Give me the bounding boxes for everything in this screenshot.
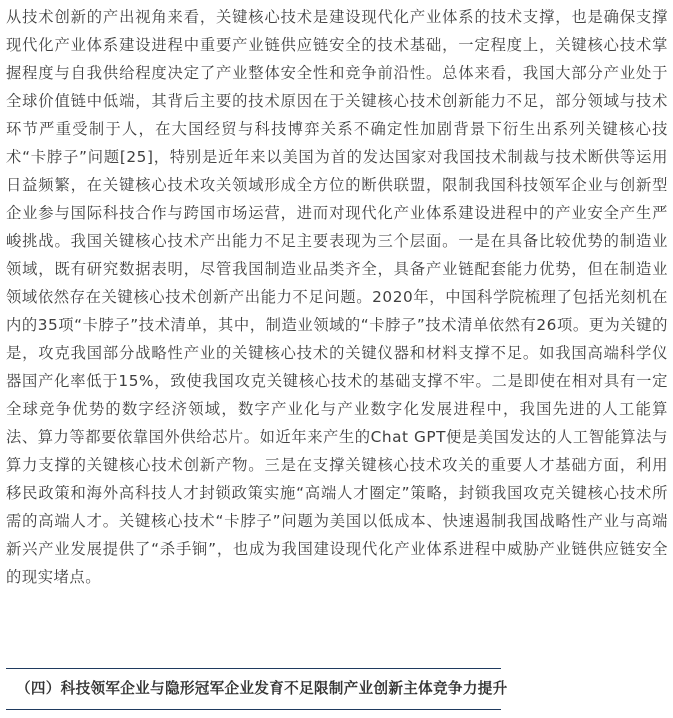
section-heading bbox=[6, 668, 508, 710]
body-paragraph: 从技术创新的产出视角来看，关键核心技术是建设现代化产业体系的技术支撑，也是确保支撑现代化产业体系建设进程中重要产业链供应链安全的技术基础，一定程度上，关键核心技术掌握程度与自我供给程度决定了产业整体安全性和竞争前沿性。总体来看，我国大部分产业处于全球价值链中低端，其背后主要的技术原因在于关键核心技术创新能力不足，部分领域与技术环节严重受制于人，在大国经贸与科技博弈关系不确定性加剧背景下衍生出系列关键核心技术“卡脖子”问题[25]，特别是近年来以美国为首的发达国家对我国技术制裁与技术断供等运用日益频繁，在关键核心技术攻关领域形成全方位的断供联盟，限制我国科技领军企业与创新型企业参与国际科技合作与跨国市场运营，进而对现代化产业体系建设进程中的产业安全产生严峻挑战。我国关键核心技术产出能力不足主要表现为三个层面。一是在具备比较优势的制造业领域，既有研究数据表明，尽管我国制造业品类齐全，具备产业链配套能力优势，但在制造业领域依然存在关键核心技术创新产出能力不足问题。2020年，中国科学院梳理了包括光刻机在内的35项“卡脖子”技术清单，其中，制造业领域的“卡脖子”技术清单依然有26项。更为关键的是，攻克我国部分战略性产业的关键核心技术的关键仪器和材料支撑不足。如我国高端科学仪器国产化率低于15%，致使我国攻克关键核心技术的基础支撑不牢。二是即使在相对具有一定全球竞争优势的数字经济领域，数字产业化与产业数字化发展进程中，我国先进的人工能算法、算力等都要依靠国外供给芯片。如近年来产生的Chat GPT便是美国发达的人工智能算法与算力支撑的关键核心技术创新产物。三是在支撑关键核心技术攻关的重要人才基础方面，利用移民政策和海外高科技人才封锁政策实施“高端人才圈定”策略，封锁我国攻克关键核心技术所需的高端人才。关键核心技术“卡脖子”问题为美国以低成本、快速遏制我国战略性产业与高端新兴产业发展提供了“杀手锏”，也成为我国建设现代化产业体系进程中威胁产业链供应链安全的现实堵点。 bbox=[6, 8, 668, 586]
section-heading-text: （四）科技领军企业与隐形冠军企业发育不足限制产业创新主体竞争力提升 bbox=[16, 680, 508, 697]
article-body bbox=[6, 3, 668, 591]
